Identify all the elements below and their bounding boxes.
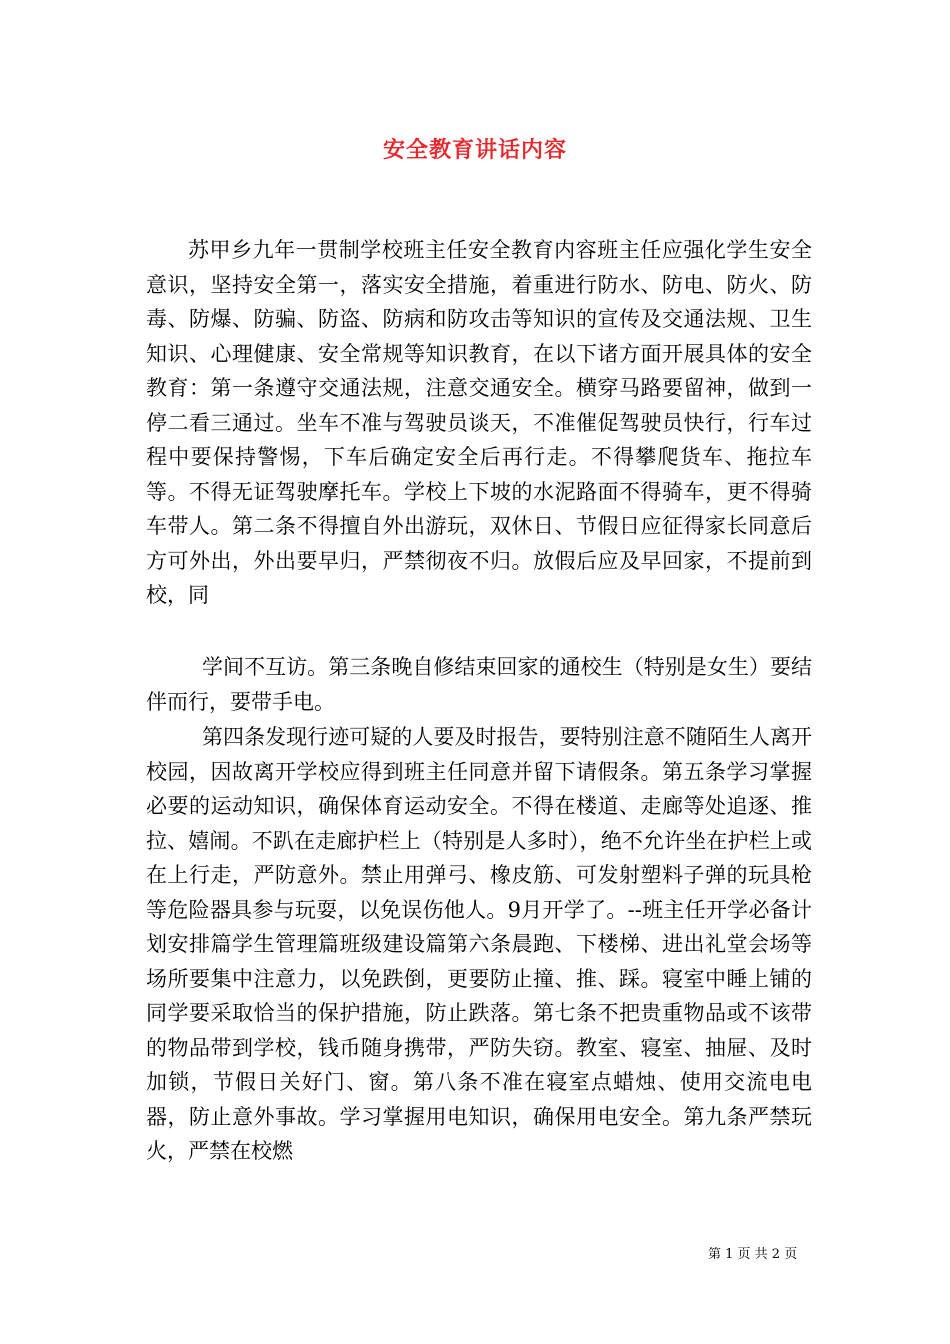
- paragraph-3: 第四条发现行迹可疑的人要及时报告，要特别注意不随陌生人离开校园，因故离开学校应得到班主任同意并留下请假条。第五条学习掌握必要的运动知识，确保体育运动安全。不得在楼道、走廊等处追逐、推拉、嬉闹。不趴在走廊护栏上（特别是人多时），绝不允许坐在护栏上或在上行走，严防意外。禁止用弹弓、橡皮筋、可发射塑料子弹的玩具枪等危险器具参与玩耍，以免误伤他人。9月开学了。--班主任开学必备计划安排篇学生管理篇班级建设篇第六条晨跑、下楼梯、进出礼堂会场等场所要集中注意力，以免跌倒，更要防止撞、推、踩。寝室中睡上铺的同学要采取恰当的保护措施，防止跌落。第七条不把贵重物品或不该带的物品带到学校，钱币随身携带，严防失窃。教室、寝室、抽屉、及时加锁，节假日关好门、窗。第八条不准在寝室点蜡烛、使用交流电电器，防止意外事故。学习掌握用电知识，确保用电安全。第九条严禁玩火，严禁在校燃: [146, 725, 812, 1163]
- paragraph-1: 苏甲乡九年一贯制学校班主任安全教育内容班主任应强化学生安全意识，坚持安全第一，落实安全措施，着重进行防水、防电、防火、防毒、防爆、防骗、防盗、防病和防攻击等知识的宣传及交通法规、卫生知识、心理健康、安全常规等知识教育，在以下诸方面开展具体的安全教育：第一条遵守交通法规，注意交通安全。横穿马路要留神，做到一停二看三通过。坐车不准与驾驶员谈天，不准催促驾驶员快行，行车过程中要保持警惕，下车后确定安全后再行走。不得攀爬货车、拖拉车等。不得无证驾驶摩托车。学校上下坡的水泥路面不得骑车，更不得骑车带人。第二条不得擅自外出游玩，双休日、节假日应征得家长同意后方可外出，外出要早归，严禁彻夜不归。放假后应及早回家，不提前到校，同: [146, 238, 812, 607]
- paragraph-2: 学间不互访。第三条晚自修结束回家的通校生（特别是女生）要结伴而行，要带手电。: [146, 655, 812, 714]
- page-number-footer: 第 1 页 共 2 页: [708, 1247, 798, 1262]
- document-title: 安全教育讲话内容: [382, 137, 567, 163]
